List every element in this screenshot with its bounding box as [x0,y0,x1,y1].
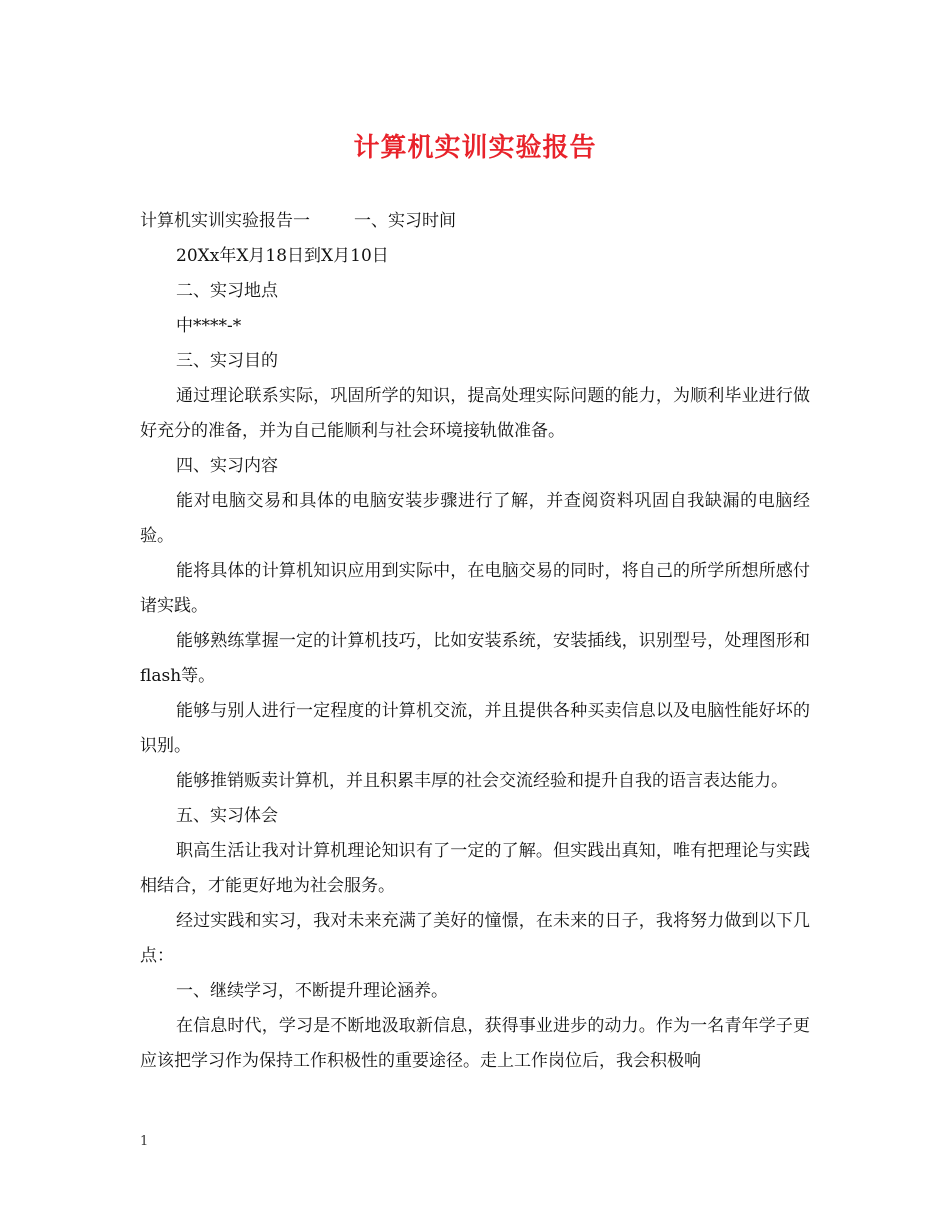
paragraph: 能将具体的计算机知识应用到实际中，在电脑交易的同时，将自己的所学所想所感付诸实践。 [140,561,810,616]
section-heading-time: 一、实习时间 [354,211,456,231]
paragraph: 能对电脑交易和具体的电脑安装步骤进行了解，并查阅资料巩固自我缺漏的电脑经验。 [140,491,810,546]
report-subtitle: 计算机实训实验报告一 [140,211,310,231]
paragraph: 20Xx年X月18日到X月10日 [176,246,389,266]
section-heading: 二、实习地点 [176,281,278,301]
section-heading: 五、实习体会 [176,806,278,826]
section-heading: 四、实习内容 [176,456,278,476]
section-heading: 三、实习目的 [176,351,278,371]
paragraph: 能够与别人进行一定程度的计算机交流，并且提供各种买卖信息以及电脑性能好坏的识别。 [140,701,810,756]
paragraph: 通过理论联系实际，巩固所学的知识，提高处理实际问题的能力，为顺利毕业进行做好充分的准备，并为自己能顺利与社会环境接轨做准备。 [140,386,810,441]
paragraph: 职高生活让我对计算机理论知识有了一定的了解。但实践出真知，唯有把理论与实践相结合，才能更好地为社会服务。 [140,841,810,896]
paragraph: 中****-* [176,316,242,336]
paragraph: 在信息时代，学习是不断地汲取新信息，获得事业进步的动力。作为一名青年学子更应该把学习作为保持工作积极性的重要途径。走上工作岗位后，我会积极响 [140,1016,810,1071]
document-body [140,204,810,1079]
first-line [140,204,810,239]
paragraph: 能够推销贩卖计算机，并且积累丰厚的社会交流经验和提升自我的语言表达能力。 [176,771,788,791]
page-number: 1 [140,1134,149,1149]
paragraph: 能够熟练掌握一定的计算机技巧，比如安装系统，安装插线，识别型号，处理图形和flash等。 [140,631,810,686]
paragraph: 经过实践和实习，我对未来充满了美好的憧憬，在未来的日子，我将努力做到以下几点： [140,911,810,966]
paragraph: 一、继续学习，不断提升理论涵养。 [176,981,448,1001]
document-title: 计算机实训实验报告 [353,133,597,163]
